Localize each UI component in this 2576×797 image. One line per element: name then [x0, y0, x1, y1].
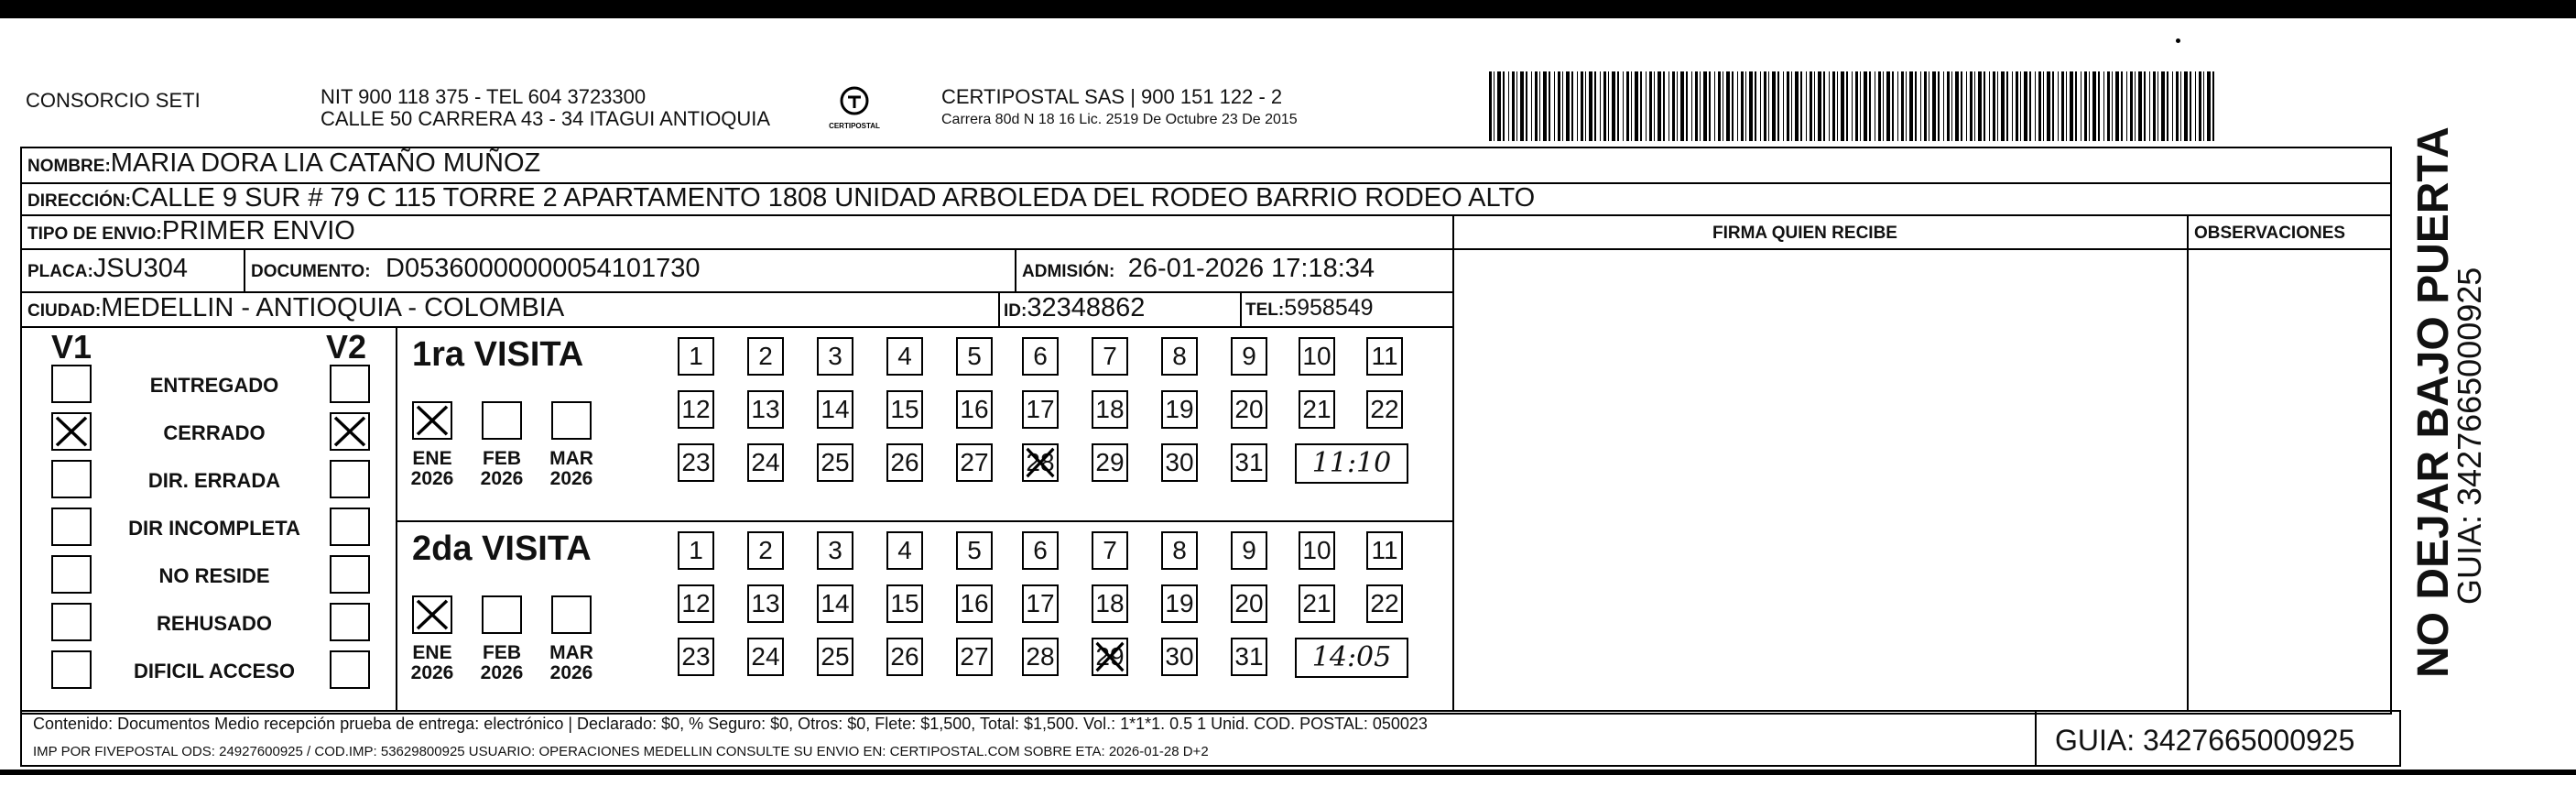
- col-line: [2035, 710, 2037, 767]
- month-year: 2026: [480, 662, 524, 683]
- v2-checkbox[interactable]: [330, 365, 370, 403]
- day-box[interactable]: 14: [817, 390, 853, 429]
- day-box[interactable]: 28: [1022, 443, 1059, 482]
- day-box[interactable]: 31: [1231, 638, 1267, 676]
- row-line: [1452, 248, 2392, 250]
- day-box[interactable]: 19: [1161, 584, 1198, 623]
- documento-label: DOCUMENTO:: [251, 262, 371, 281]
- day-box[interactable]: 4: [886, 337, 923, 376]
- month-checkbox[interactable]: [412, 595, 452, 634]
- col-line: [1240, 291, 1242, 326]
- day-box[interactable]: 21: [1299, 390, 1335, 429]
- day-box[interactable]: 6: [1022, 531, 1059, 570]
- status-label: CERRADO: [163, 421, 266, 444]
- month-year: 2026: [549, 468, 593, 489]
- month-name: FEB: [483, 642, 521, 663]
- day-box[interactable]: 2: [747, 531, 784, 570]
- v2-checkbox[interactable]: [330, 412, 370, 451]
- top-border: [0, 0, 2576, 18]
- month-label: [544, 449, 599, 489]
- day-box[interactable]: 8: [1161, 531, 1198, 570]
- admision-label: ADMISIÓN:: [1022, 262, 1115, 281]
- tel-label: TEL:: [1245, 300, 1285, 320]
- status-label: ENTREGADO: [149, 374, 279, 397]
- visit-divider: [396, 520, 1454, 522]
- day-box[interactable]: 4: [886, 531, 923, 570]
- v1-checkbox[interactable]: [51, 555, 92, 594]
- day-box[interactable]: 12: [678, 584, 714, 623]
- barcode: [1489, 71, 2214, 141]
- day-box[interactable]: 9: [1231, 531, 1267, 570]
- tipo-value: PRIMER ENVIO: [161, 216, 355, 246]
- v2-label: V2: [326, 328, 367, 366]
- visit-time[interactable]: 14:05: [1295, 638, 1408, 678]
- v2-checkbox[interactable]: [330, 650, 370, 689]
- logo-text: CERTIPOSTAL: [829, 122, 880, 130]
- day-box[interactable]: 23: [678, 443, 714, 482]
- day-box[interactable]: 21: [1299, 584, 1335, 623]
- day-box[interactable]: 3: [817, 337, 853, 376]
- day-box[interactable]: 30: [1161, 443, 1198, 482]
- row-line: [20, 326, 1454, 328]
- day-box[interactable]: 8: [1161, 337, 1198, 376]
- v1-checkbox[interactable]: [51, 508, 92, 546]
- v2-checkbox[interactable]: [330, 508, 370, 546]
- visit-time[interactable]: 11:10: [1295, 443, 1408, 484]
- side-warning: NO DEJAR BAJO PUERTA: [2409, 126, 2458, 678]
- form-frame: [20, 147, 2392, 715]
- month-checkbox[interactable]: [551, 401, 592, 440]
- admision-value: 26-01-2026 17:18:34: [1127, 254, 1375, 283]
- day-box[interactable]: 2: [747, 337, 784, 376]
- day-box[interactable]: 11: [1366, 531, 1403, 570]
- placa-value: JSU304: [92, 254, 188, 283]
- month-year: 2026: [549, 662, 593, 683]
- nit-line: NIT 900 118 375 - TEL 604 3723300: [321, 85, 647, 108]
- day-box[interactable]: 6: [1022, 337, 1059, 376]
- day-box[interactable]: 30: [1161, 638, 1198, 676]
- day-box[interactable]: 23: [678, 638, 714, 676]
- company-name: CONSORCIO SETI: [26, 89, 201, 112]
- side-guia: GUIA: 3427665000925: [2451, 267, 2488, 605]
- status-label: DIFICIL ACCESO: [133, 660, 295, 682]
- footer-line1: Contenido: Documentos Medio recepción prueba de entrega: electrónico | Declarado: $0, % Seguro: $0, Otros: $0, Flete: $1,500, Total: $1,500. Vol.: 1*1*1. 0.5 1 Unid. COD. POSTAL: 050023: [33, 715, 1428, 733]
- visit-title: 2da VISITA: [412, 530, 592, 568]
- month-name: ENE: [412, 642, 452, 663]
- v1-checkbox[interactable]: [51, 460, 92, 498]
- month-name: FEB: [483, 448, 521, 469]
- month-year: 2026: [480, 468, 524, 489]
- visit-title: 1ra VISITA: [412, 335, 584, 374]
- placa-label: PLACA:: [27, 262, 93, 281]
- id-value: 32348862: [1027, 293, 1146, 322]
- day-box[interactable]: 16: [956, 584, 993, 623]
- row-line: [20, 214, 2392, 216]
- col-line: [396, 326, 397, 711]
- month-checkbox[interactable]: [551, 595, 592, 634]
- tel-value: 5958549: [1284, 295, 1374, 321]
- day-box[interactable]: 15: [886, 390, 923, 429]
- month-year: 2026: [410, 662, 454, 683]
- day-box[interactable]: 25: [817, 638, 853, 676]
- v1-checkbox[interactable]: [51, 412, 92, 451]
- day-box[interactable]: 7: [1092, 531, 1128, 570]
- day-box[interactable]: 31: [1231, 443, 1267, 482]
- month-name: MAR: [549, 448, 593, 469]
- status-label: DIR INCOMPLETA: [128, 517, 300, 540]
- nombre-label: NOMBRE:: [27, 157, 111, 176]
- month-label: [544, 643, 599, 683]
- scan-dot: [2176, 38, 2180, 43]
- month-label: [405, 449, 460, 489]
- footer-line2: IMP POR FIVEPOSTAL ODS: 24927600925 / COD.IMP: 53629800925 USUARIO: OPERACIONES MEDELLIN CONSULTE SU ENVIO EN: CERTIPOSTAL.COM SOBRE ETA: 2026-01-28 D+2: [33, 744, 1209, 759]
- month-checkbox[interactable]: [482, 595, 522, 634]
- col-line: [244, 248, 245, 291]
- license-line: Carrera 80d N 18 16 Lic. 2519 De Octubre 23 De 2015: [941, 112, 1298, 127]
- nombre-value: MARIA DORA LIA CATAÑO MUÑOZ: [110, 148, 541, 178]
- month-label: [405, 643, 460, 683]
- day-box[interactable]: 29: [1092, 638, 1128, 676]
- address-line: CALLE 50 CARRERA 43 - 34 ITAGUI ANTIOQUIA: [321, 107, 771, 130]
- day-box[interactable]: 26: [886, 443, 923, 482]
- v2-checkbox[interactable]: [330, 603, 370, 641]
- day-box[interactable]: 1: [678, 531, 714, 570]
- month-checkbox[interactable]: [482, 401, 522, 440]
- certipostal-logo: [826, 84, 883, 132]
- day-box[interactable]: 5: [956, 337, 993, 376]
- day-box[interactable]: 24: [747, 638, 784, 676]
- day-box[interactable]: 12: [678, 390, 714, 429]
- observaciones-label: OBSERVACIONES: [2194, 224, 2346, 243]
- month-year: 2026: [410, 468, 454, 489]
- day-box[interactable]: 29: [1092, 443, 1128, 482]
- row-line: [20, 248, 1454, 250]
- day-box[interactable]: 17: [1022, 390, 1059, 429]
- documento-value: D05360000000054101730: [386, 254, 701, 283]
- day-box[interactable]: 11: [1366, 337, 1403, 376]
- v1-checkbox[interactable]: [51, 365, 92, 403]
- day-box[interactable]: 5: [956, 531, 993, 570]
- ciudad-label: CIUDAD:: [27, 301, 102, 321]
- v1-label: V1: [51, 328, 92, 366]
- day-box[interactable]: 20: [1231, 584, 1267, 623]
- col-line: [2187, 214, 2189, 711]
- day-box[interactable]: 10: [1299, 337, 1335, 376]
- col-line: [998, 291, 1000, 326]
- month-name: ENE: [412, 448, 452, 469]
- firma-label: FIRMA QUIEN RECIBE: [1712, 224, 1897, 243]
- day-box[interactable]: 13: [747, 584, 784, 623]
- month-label: [474, 449, 529, 489]
- certipostal-line: CERTIPOSTAL SAS | 900 151 122 - 2: [941, 85, 1283, 108]
- day-box[interactable]: 16: [956, 390, 993, 429]
- day-box[interactable]: 3: [817, 531, 853, 570]
- day-box[interactable]: 18: [1092, 584, 1128, 623]
- day-box[interactable]: 9: [1231, 337, 1267, 376]
- day-box[interactable]: 19: [1161, 390, 1198, 429]
- day-box[interactable]: 18: [1092, 390, 1128, 429]
- v2-checkbox[interactable]: [330, 555, 370, 594]
- direccion-value: CALLE 9 SUR # 79 C 115 TORRE 2 APARTAMENTO 1808 UNIDAD ARBOLEDA DEL RODEO BARRIO RODEO ALTO: [130, 183, 1536, 213]
- v2-checkbox[interactable]: [330, 460, 370, 498]
- status-label: DIR. ERRADA: [147, 469, 281, 492]
- day-box[interactable]: 28: [1022, 638, 1059, 676]
- bottom-border: [0, 770, 2576, 775]
- day-box[interactable]: 27: [956, 443, 993, 482]
- month-label: [474, 643, 529, 683]
- col-line: [1452, 214, 1454, 711]
- day-box[interactable]: 13: [747, 390, 784, 429]
- day-box[interactable]: 26: [886, 638, 923, 676]
- day-box[interactable]: 14: [817, 584, 853, 623]
- status-label: NO RESIDE: [158, 564, 270, 587]
- footer-guia: GUIA: 3427665000925: [2055, 724, 2355, 757]
- ciudad-value: MEDELLIN - ANTIOQUIA - COLOMBIA: [101, 293, 565, 322]
- day-box[interactable]: 22: [1366, 584, 1403, 623]
- day-box[interactable]: 20: [1231, 390, 1267, 429]
- month-checkbox[interactable]: [412, 401, 452, 440]
- v1-checkbox[interactable]: [51, 650, 92, 689]
- day-box[interactable]: 15: [886, 584, 923, 623]
- id-label: ID:: [1004, 301, 1027, 321]
- day-box[interactable]: 22: [1366, 390, 1403, 429]
- direccion-label: DIRECCIÓN:: [27, 191, 131, 211]
- day-box[interactable]: 17: [1022, 584, 1059, 623]
- tipo-label: TIPO DE ENVIO:: [27, 224, 162, 244]
- status-label: REHUSADO: [157, 612, 272, 635]
- day-box[interactable]: 27: [956, 638, 993, 676]
- day-box[interactable]: 10: [1299, 531, 1335, 570]
- v1-checkbox[interactable]: [51, 603, 92, 641]
- month-name: MAR: [549, 642, 593, 663]
- col-line: [1015, 248, 1016, 291]
- day-box[interactable]: 24: [747, 443, 784, 482]
- day-box[interactable]: 7: [1092, 337, 1128, 376]
- day-box[interactable]: 25: [817, 443, 853, 482]
- day-box[interactable]: 1: [678, 337, 714, 376]
